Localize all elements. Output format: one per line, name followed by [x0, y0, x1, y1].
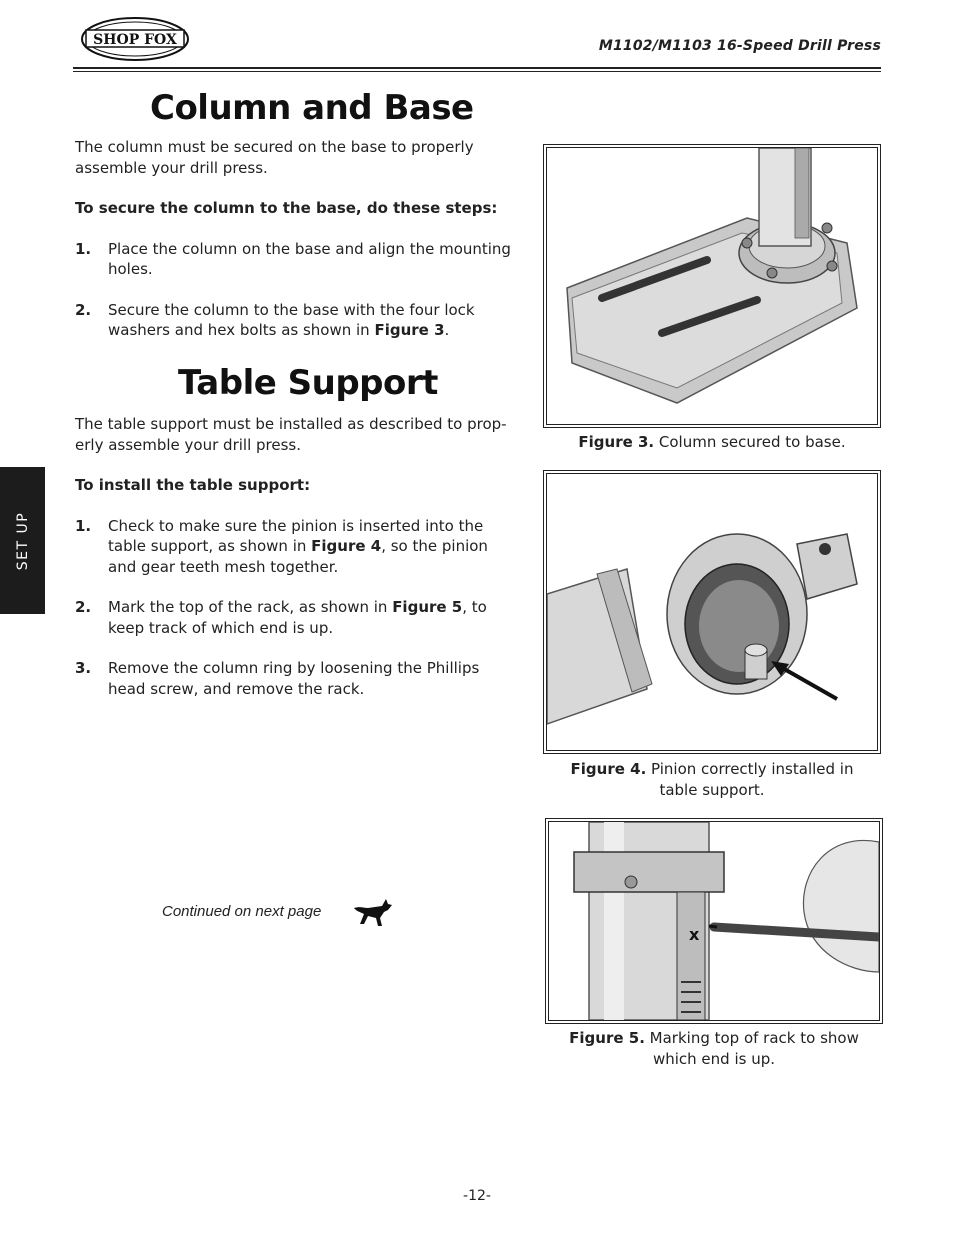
figure-4-image: [546, 473, 878, 751]
heading-column-and-base: Column and Base: [150, 88, 474, 128]
section1-intro: The column must be secured on the base to properly assemble your drill press.: [75, 138, 474, 177]
section2-step-2: 2. Mark the top of the rack, as shown in Figure 5, to keep track of which end is up.: [75, 598, 487, 637]
heading-table-support: Table Support: [178, 363, 438, 403]
section1-steps-lead: To secure the column to the base, do these steps:: [75, 199, 498, 217]
page-number: -12-: [463, 1188, 491, 1204]
header-rule: [73, 67, 881, 69]
section1-body: [75, 137, 525, 341]
svg-text:SHOP FOX: SHOP FOX: [93, 32, 177, 48]
figure-4-caption: Figure 4. Pinion correctly installed in table support.: [570, 760, 854, 799]
svg-text:x: x: [689, 925, 700, 944]
section1-step-1: 1. Place the column on the base and align the mounting holes.: [75, 239, 511, 278]
figure-3-caption: Figure 3. Column secured to base.: [578, 433, 846, 451]
shop-fox-logo: [80, 16, 190, 62]
section2-steps-lead: To install the table support:: [75, 476, 311, 494]
header-rule-thin: [73, 71, 881, 72]
figure-5-caption: Figure 5. Marking top of rack to show which end is up.: [569, 1029, 859, 1068]
section2-body: [75, 414, 525, 699]
continued-note: Continued on next page: [162, 903, 322, 920]
figure-3-image: [546, 147, 878, 425]
figure-5-frame: [545, 818, 883, 1024]
document-title: M1102/M1103 16-Speed Drill Press: [598, 38, 881, 54]
section1-step-2: 2. Secure the column to the base with the four lock washers and hex bolts as shown in Figure 3.: [75, 300, 475, 339]
fox-icon: [352, 896, 394, 928]
section2-step-3: 3. Remove the column ring by loosening the Phillips head screw, and remove the rack.: [75, 659, 480, 698]
section2-step-1: 1. Check to make sure the pinion is inserted into the table support, as shown in Figure 4, so the pinion and gear teeth mesh together.: [75, 516, 488, 576]
side-tab-setup: SET UP: [0, 467, 45, 614]
figure-3-frame: [543, 144, 881, 428]
figure-4-frame: [543, 470, 881, 754]
section2-intro: The table support must be installed as described to prop- erly assemble your drill press.: [75, 415, 507, 454]
figure-5-image: [548, 821, 880, 1021]
